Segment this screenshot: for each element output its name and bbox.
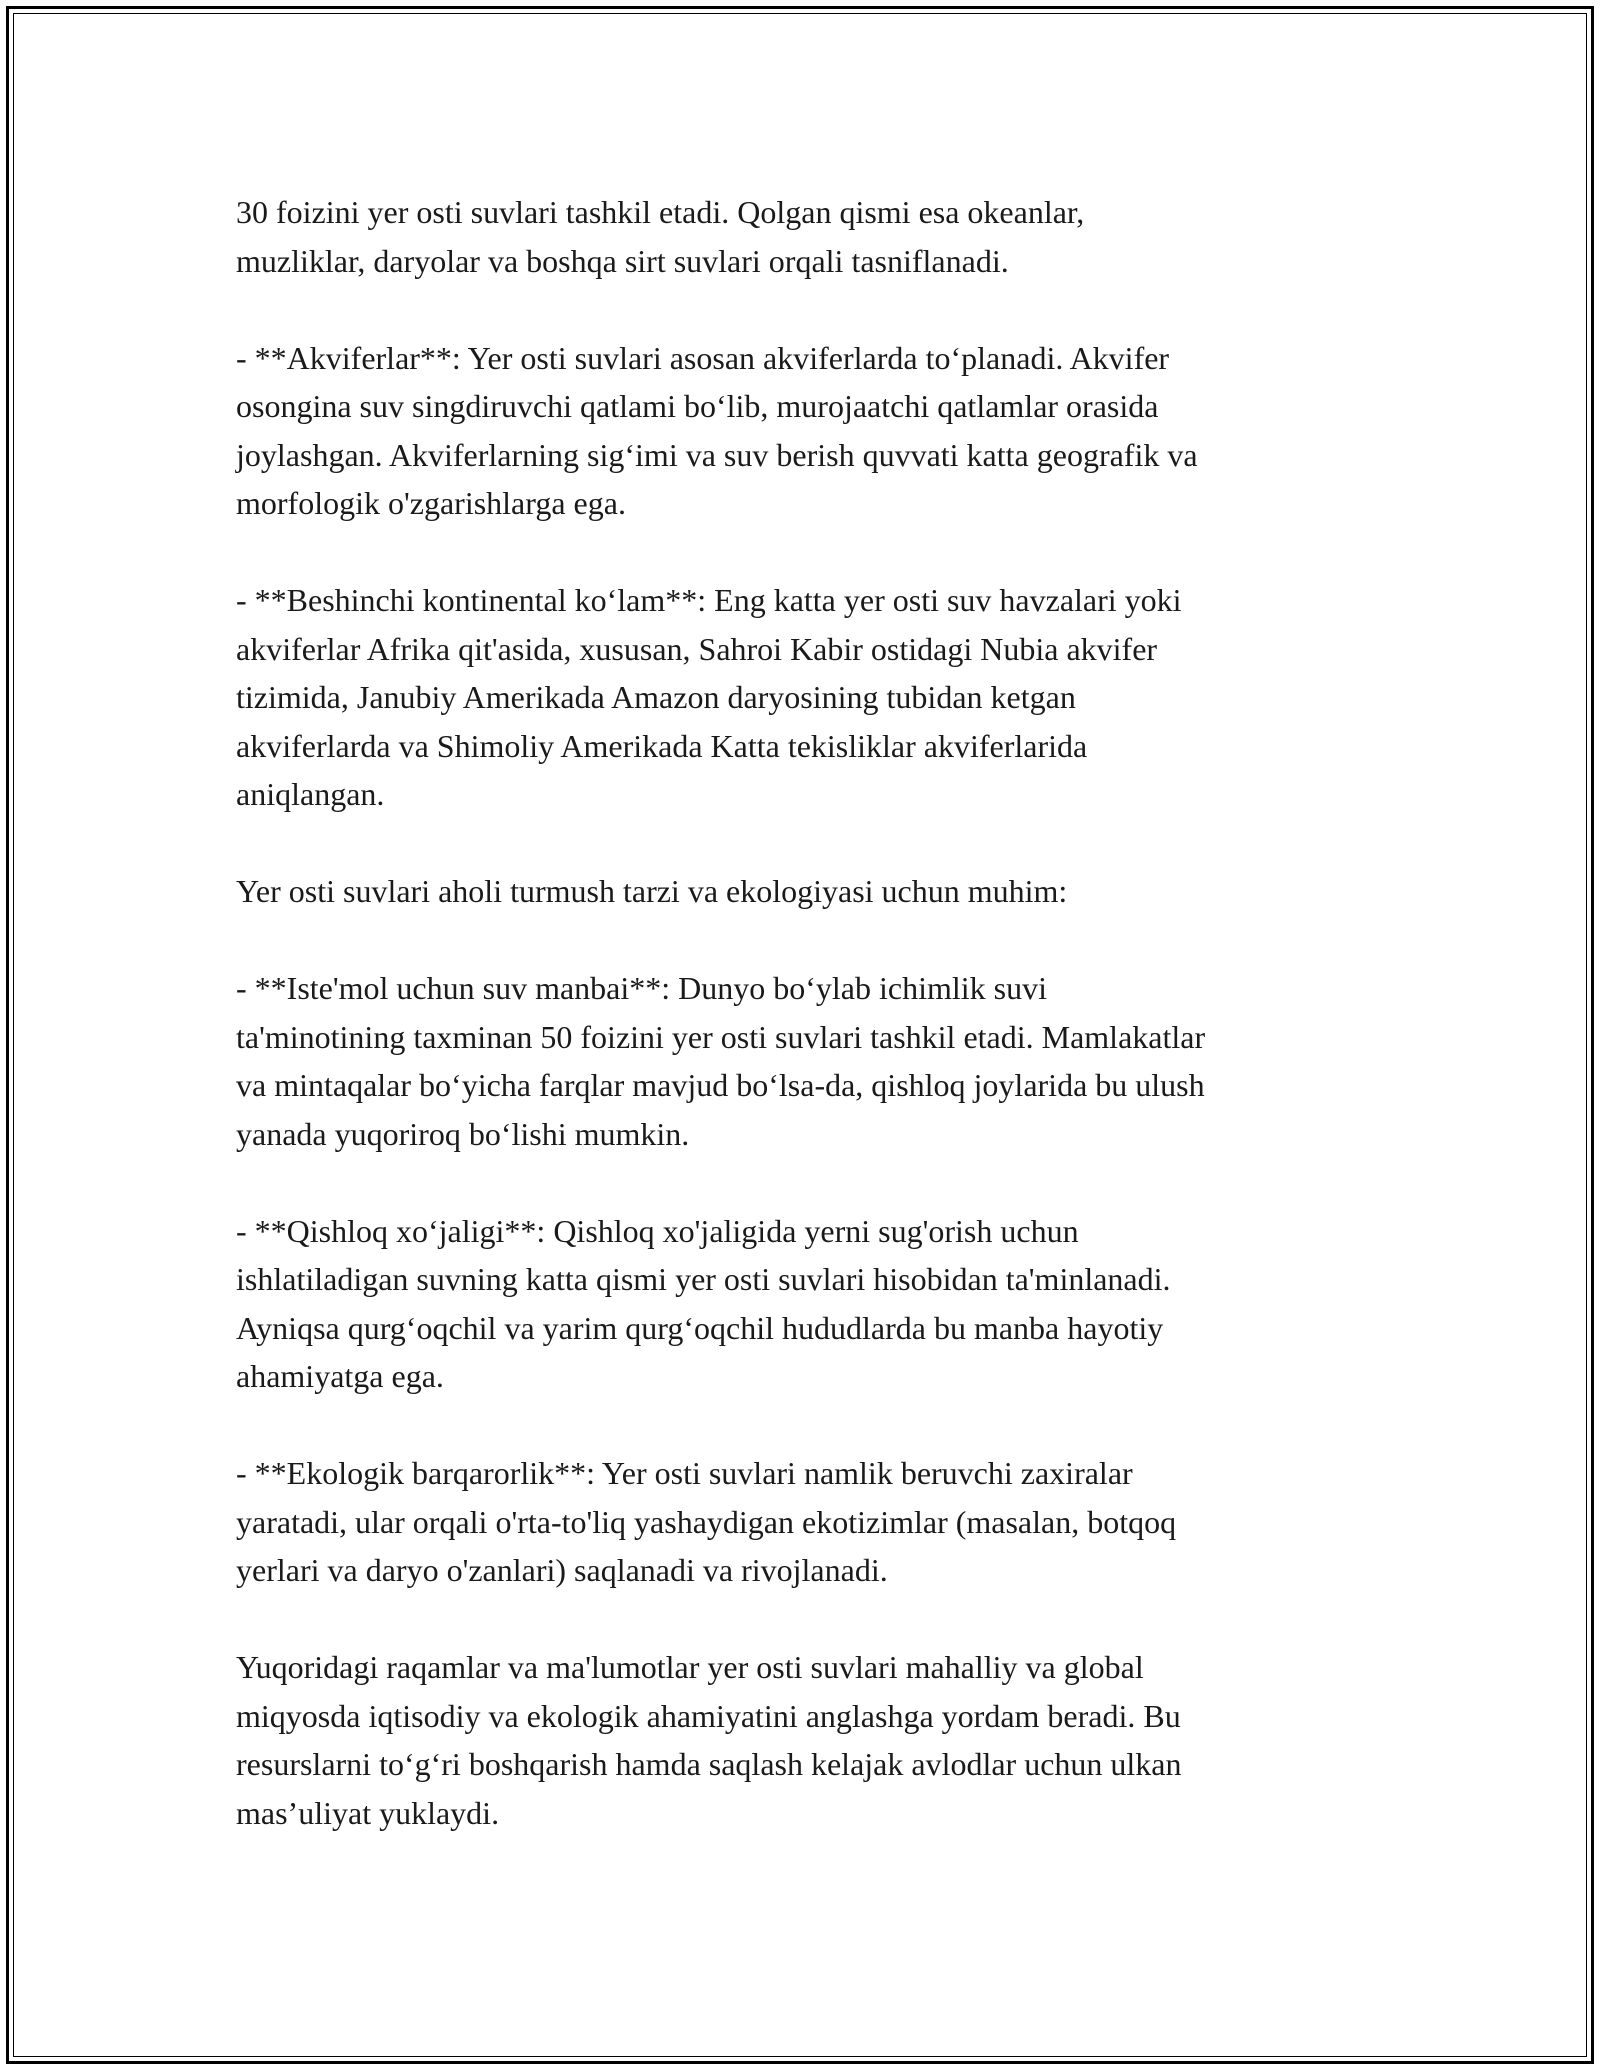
paragraph-kontinental-kolam: - **Beshinchi kontinental ko‘lam**: Eng katta yer osti suv havzalari yoki akviferlar Afrika qit'asida, xususan, Sahroi Kabir ostidagi Nubia akvifer tizimida, Janubiy Amerikada Amazon daryosining tubidan ketgan akviferlarda va Shimoliy Amerikada Katta tekisliklar akviferlarida aniqlangan. xyxy=(236,582,1182,812)
paragraph-istemol-manbai: - **Iste'mol uchun suv manbai**: Dunyo bo‘ylab ichimlik suvi ta'minotining taxminan 50 foizini yer osti suvlari tashkil etadi. Mamlakatlar va mintaqalar bo‘yicha farqlar mavjud bo‘lsa-da, qishloq joylarida bu ulush yanada yuqoriroq bo‘lishi mumkin. xyxy=(236,970,1206,1152)
paragraph-qishloq-xojaligi: - **Qishloq xo‘jaligi**: Qishloq xo'jaligida yerni sug'orish uchun ishlatiladigan suvning katta qismi yer osti suvlari hisobidan ta'minlanadi. Ayniqsa qurg‘oqchil va yarim qurg‘oqchil hududlarda bu manba hayotiy ahamiyatga ega. xyxy=(236,1212,1171,1394)
paragraph-importance-lead: Yer osti suvlari aholi turmush tarzi va ekologiyasi uchun muhim: xyxy=(236,873,1068,909)
paragraph-intro-continuation: 30 foizini yer osti suvlari tashkil etadi. Qolgan qismi esa okeanlar, muzliklar, daryolar va boshqa sirt suvlari orqali tasniflanadi. xyxy=(236,194,1085,279)
paragraph-akviferlar: - **Akviferlar**: Yer osti suvlari asosan akviferlarda to‘planadi. Akvifer osongina suv singdiruvchi qatlami bo‘lib, murojaatchi qatlamlar orasida joylashgan. Akviferlarning sig‘imi va suv berish quvvati katta geografik va morfologik o'zgarishlarga ega. xyxy=(236,339,1198,521)
paragraph-conclusion: Yuqoridagi raqamlar va ma'lumotlar yer osti suvlari mahalliy va global miqyosda iqtisodiy va ekologik ahamiyatini anglashga yordam beradi. Bu resurslarni to‘g‘ri boshqarish hamda saqlash kelajak avlodlar uchun ulkan mas’uliyat yuklaydi. xyxy=(236,1649,1182,1831)
document-body xyxy=(236,188,1376,1837)
paragraph-ekologik-barqarorlik: - **Ekologik barqarorlik**: Yer osti suvlari namlik beruvchi zaxiralar yaratadi, ular orqali o'rta-to'liq yashaydigan ekotizimlar (masalan, botqoq yerlari va daryo o'zanlari) saqlanadi va rivojlanadi. xyxy=(236,1455,1177,1588)
